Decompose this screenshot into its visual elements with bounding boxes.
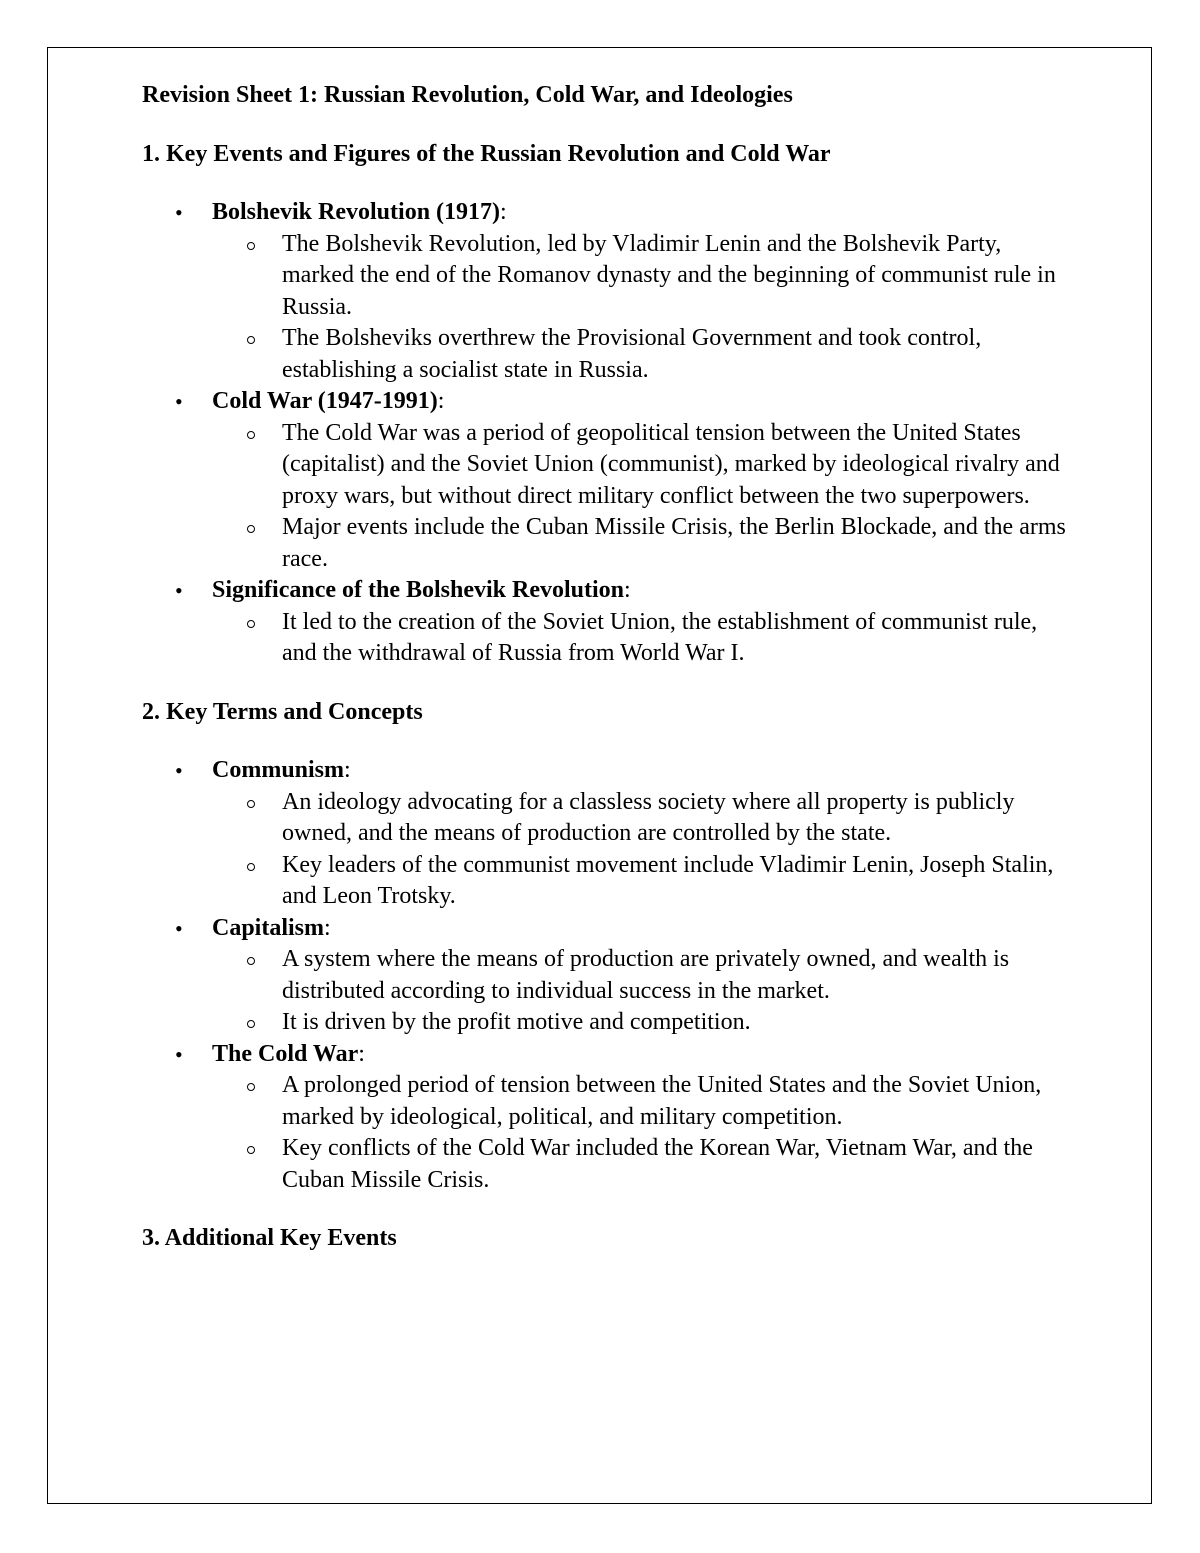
point-text: Key leaders of the communist movement include Vladimir Lenin, Joseph Stalin, and Leon Trotsky. [282,851,1054,909]
point-item [212,787,1077,850]
topic-label: Significance of the Bolshevik Revolution [212,577,625,603]
bullet-icon: • [175,200,183,225]
point-list [212,1070,1077,1196]
point-item [212,944,1077,1007]
circle-bullet-icon [247,863,255,871]
section-heading: 1. Key Events and Figures of the Russian Revolution and Cold War [142,140,831,167]
topic-suffix: : [437,388,445,414]
topic-item [142,1039,1077,1197]
point-text: An ideology advocating for a classless society where all property is publicly owned, and the means of production are controlled by the state. [282,788,1015,846]
topic-suffix: : [624,577,631,603]
circle-bullet-icon [247,1083,255,1091]
point-text: A system where the means of production are privately owned, and wealth is distributed according to individual success in the market. [282,946,1010,1004]
section-additional-events [142,1223,1077,1255]
point-text: The Bolsheviks overthrew the Provisional Government and took control, establishing a socialist state in Russia. [282,325,982,383]
circle-bullet-icon [247,1146,255,1154]
document-content [142,80,1077,1282]
point-item [212,323,1077,386]
point-text: It led to the creation of the Soviet Union, the establishment of communist rule, and the withdrawal of Russia from World War I. [282,608,1038,666]
bullet-icon: • [175,578,183,603]
bullet-icon: • [175,389,183,414]
section-heading: 2. Key Terms and Concepts [142,698,423,725]
point-item [212,512,1077,575]
topic-list [142,197,1077,670]
topic-label: Communism [212,757,345,783]
topic-label: The Cold War [212,1040,359,1067]
section-key-events [142,139,1077,670]
point-text: The Cold War was a period of geopolitical tension between the United States (capitalist) and the Soviet Union (communist), marked by ideological rivalry and proxy wars, but without direct military conflict between the two superpowers. [282,419,1060,509]
point-list [212,787,1077,913]
topic-item [142,913,1077,1039]
circle-bullet-icon [247,957,255,965]
document-title: Revision Sheet 1: Russian Revolution, Cold War, and Ideologies [142,82,793,108]
section-key-terms [142,697,1077,1197]
point-item [212,850,1077,913]
circle-bullet-icon [247,242,255,250]
circle-bullet-icon [247,336,255,344]
bullet-icon: • [175,915,183,941]
topic-list [142,755,1077,1196]
topic-suffix: : [358,1040,365,1067]
bullet-icon: • [175,1041,183,1067]
topic-suffix: : [324,914,331,941]
bullet-icon: • [175,758,183,783]
circle-bullet-icon [247,431,255,439]
point-text: Major events include the Cuban Missile Crisis, the Berlin Blockade, and the arms race. [282,514,1066,572]
topic-item [142,386,1077,575]
point-item [212,229,1077,324]
point-item [212,1007,1077,1039]
circle-bullet-icon [247,525,255,533]
circle-bullet-icon [247,800,255,808]
topic-item [142,197,1077,386]
point-item [212,1133,1077,1196]
topic-item [142,575,1077,670]
topic-suffix: : [344,757,351,783]
topic-label: Cold War (1947-1991) [212,388,438,414]
point-item [212,607,1077,670]
point-text: Key conflicts of the Cold War included the Korean War, Vietnam War, and the Cuban Missile Crisis. [282,1135,1033,1193]
circle-bullet-icon [247,1020,255,1028]
point-list [212,944,1077,1039]
point-list [212,607,1077,670]
point-list [212,418,1077,576]
point-list [212,229,1077,387]
topic-item [142,755,1077,913]
section-heading: 3. Additional Key Events [142,1225,397,1251]
point-item [212,418,1077,513]
topic-label: Bolshevik Revolution (1917) [212,199,501,225]
topic-label: Capitalism [212,914,325,941]
circle-bullet-icon [247,620,255,628]
point-text: A prolonged period of tension between the United States and the Soviet Union, marked by ideological, political, and military competition. [282,1072,1042,1130]
point-item [212,1070,1077,1133]
point-text: It is driven by the profit motive and competition. [282,1009,751,1035]
topic-suffix: : [500,199,507,225]
point-text: The Bolshevik Revolution, led by Vladimir Lenin and the Bolshevik Party, marked the end of the Romanov dynasty and the beginning of communist rule in Russia. [282,230,1056,320]
